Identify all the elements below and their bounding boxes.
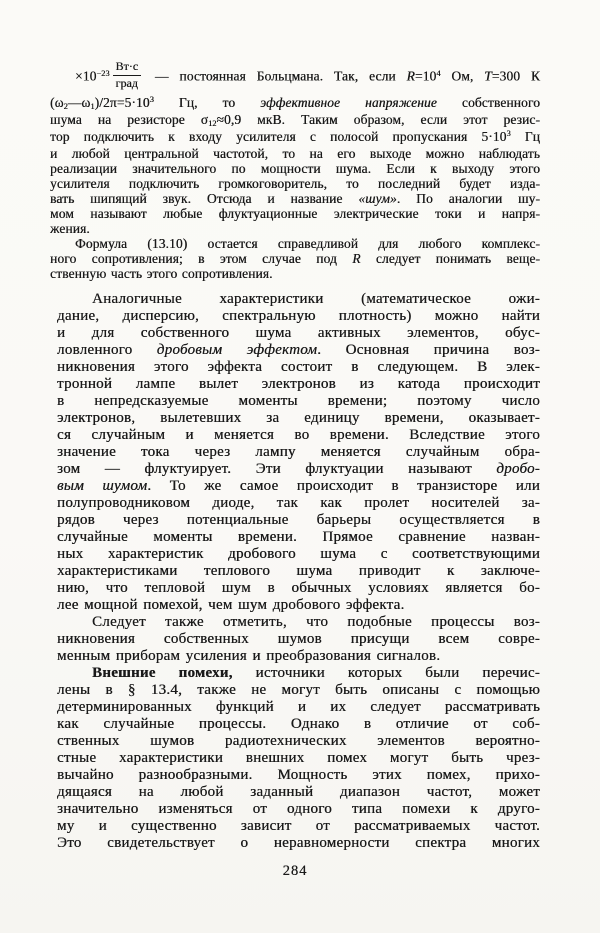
italic-text: R xyxy=(406,68,415,84)
text-line: рядов через потенциальные барьеры осуществляется в xyxy=(57,511,540,528)
text-line: Внешние помехи, источники которых были перечис- xyxy=(92,664,540,681)
text-line: менным приборам усиления и преобразования сигналов. xyxy=(57,647,441,664)
text-line: вым шумом. То же самое происходит в транзисторе или xyxy=(57,477,540,494)
subscript: 12 xyxy=(208,118,217,128)
text-line: Это свидетельствует о неравномерности спектра многих xyxy=(57,834,540,851)
text-line: ственных шумов радиотехнических элементов вероятно- xyxy=(57,732,540,749)
text-line: значительно изменяться от одного типа помехи к друго- xyxy=(57,800,540,817)
text-line: и любой центральной частотой, то на его выходе можно наблюдать xyxy=(50,145,540,161)
italic-text: вым шумом xyxy=(57,477,148,494)
body-section xyxy=(50,291,540,852)
text-line: полупроводниковом диоде, так как пролет носителей за- xyxy=(57,494,540,511)
text-line: тронной лампе вылет электронов из катода происходит xyxy=(57,375,540,392)
superscript: 3 xyxy=(506,129,511,138)
text-block xyxy=(50,59,541,880)
text-line: Формула (13.10) остается справедливой для любого комплекс- xyxy=(75,235,540,251)
superscript: −23 xyxy=(96,68,110,78)
text-line: электронов, вылетевших за единицу времени, оказывает- xyxy=(57,409,540,426)
page-number: 284 xyxy=(282,862,308,879)
fraction-denominator: град xyxy=(113,75,142,91)
text-line: никновения этого эффекта состоит в следующем. В элек- xyxy=(57,358,540,375)
text-line: вычайно разнообразными. Мощность этих помех, прихо- xyxy=(57,766,540,783)
italic-text: эффективное напряжение xyxy=(260,94,437,110)
italic-text: T xyxy=(484,68,492,84)
paragraph xyxy=(50,236,540,281)
paragraph xyxy=(57,291,540,614)
italic-text: R xyxy=(352,250,361,266)
text-line: значение тока через лампу меняется случайным обра- xyxy=(57,443,540,460)
subscript: 2 xyxy=(63,101,68,111)
fraction-numerator: Вт·с xyxy=(115,59,139,73)
bold-text: Внешние помехи, xyxy=(92,664,233,681)
small-print-section xyxy=(50,59,541,281)
text-line: мом называют любые флуктуационные электрические токи и напря- xyxy=(50,205,540,221)
italic-text: «шум» xyxy=(358,190,397,206)
text-line: дание, дисперсию, спектральную плотность) можно найти xyxy=(57,307,540,324)
italic-text: дробо- xyxy=(496,460,540,477)
text-line: стные характеристики внешних помех могут быть чрез- xyxy=(57,749,540,766)
text-line: лее мощной помехой, чем шум дробового эффекта. xyxy=(57,596,405,613)
text-line: детерминированных функций и их следует рассматривать xyxy=(57,698,540,715)
text-line: нию, что тепловой шум в обычных условиях является бо- xyxy=(57,579,540,596)
text-line: зом — флуктуирует. Эти флуктуации называют дробо- xyxy=(57,460,540,477)
text-line: $\times 10^{-23}$ $\frac{Вт\cdot с}{\text{град}}$ — постоянная Больцмана. Так, если $R=10^4$ Ом, T=300 К xyxy=(75,59,540,90)
fraction xyxy=(113,60,142,91)
text-line: реализации значительного по мощности шума. Если к выходу этого xyxy=(50,160,540,176)
text-line: ных характеристик дробового шума с соответствующими xyxy=(57,545,540,562)
italic-text: дробовым эффектом xyxy=(156,341,318,358)
text-line: тор подключить к входу усилителя с полосой пропускания $5\cdot 10^3$ Гц xyxy=(50,128,540,144)
text-line: Следует также отметить, что подобные процессы воз- xyxy=(92,613,540,630)
subscript: 1 xyxy=(90,101,95,111)
text-line: жения. xyxy=(50,220,90,236)
text-line: дящаяся на любой заданный диапазон частот, может xyxy=(57,783,540,800)
superscript: 3 xyxy=(149,95,154,104)
text-line: и для собственного шума активных элементов, обус- xyxy=(57,324,540,341)
text-line: случайные моменты времени. Прямое сравнение назван- xyxy=(57,528,540,545)
paragraph xyxy=(57,614,540,665)
text-line: вать шипящий звук. Отсюда и название «шум». По аналогии шу- xyxy=(50,190,540,206)
paragraph xyxy=(57,665,540,852)
paragraph xyxy=(50,59,540,236)
text-line: ственную часть этого сопротивления. xyxy=(50,265,273,281)
text-line: му и существенно зависит от рассматриваемых частот. xyxy=(57,817,540,834)
text-line: как случайные процессы. Однако в отличие от соб- xyxy=(57,715,540,732)
text-line: ся случайным и меняется во времени. Вследствие этого xyxy=(57,426,540,443)
text-line: Аналогичные характеристики (математическое ожи- xyxy=(92,290,540,307)
text-line: шума на резисторе σ12≈0,9 мкВ. Таким образом, если этот резис- xyxy=(50,111,540,128)
text-line: никновения собственных шумов присущи всем совре- xyxy=(57,630,540,647)
text-line: ловленного дробовым эффектом. Основная причина воз- xyxy=(57,341,540,358)
text-line: $(\omega 2—\omega 1)/2\pi=5\cdot 10^3$ Гц, то эффективное напряжение собственного xyxy=(50,94,540,111)
text-line: лены в § 13.4, также не могут быть описаны с помощью xyxy=(57,681,540,698)
text-line: ного сопротивления; в этом случае под R следует понимать веще- xyxy=(50,250,541,266)
superscript: 4 xyxy=(436,68,441,78)
text-line: характеристиками теплового шума приводит к заключе- xyxy=(57,562,540,579)
text-line: в непредсказуемые моменты времени; поэтому число xyxy=(57,392,540,409)
text-line: усилителя подключить громкоговоритель, то последний будет изда- xyxy=(50,175,540,191)
